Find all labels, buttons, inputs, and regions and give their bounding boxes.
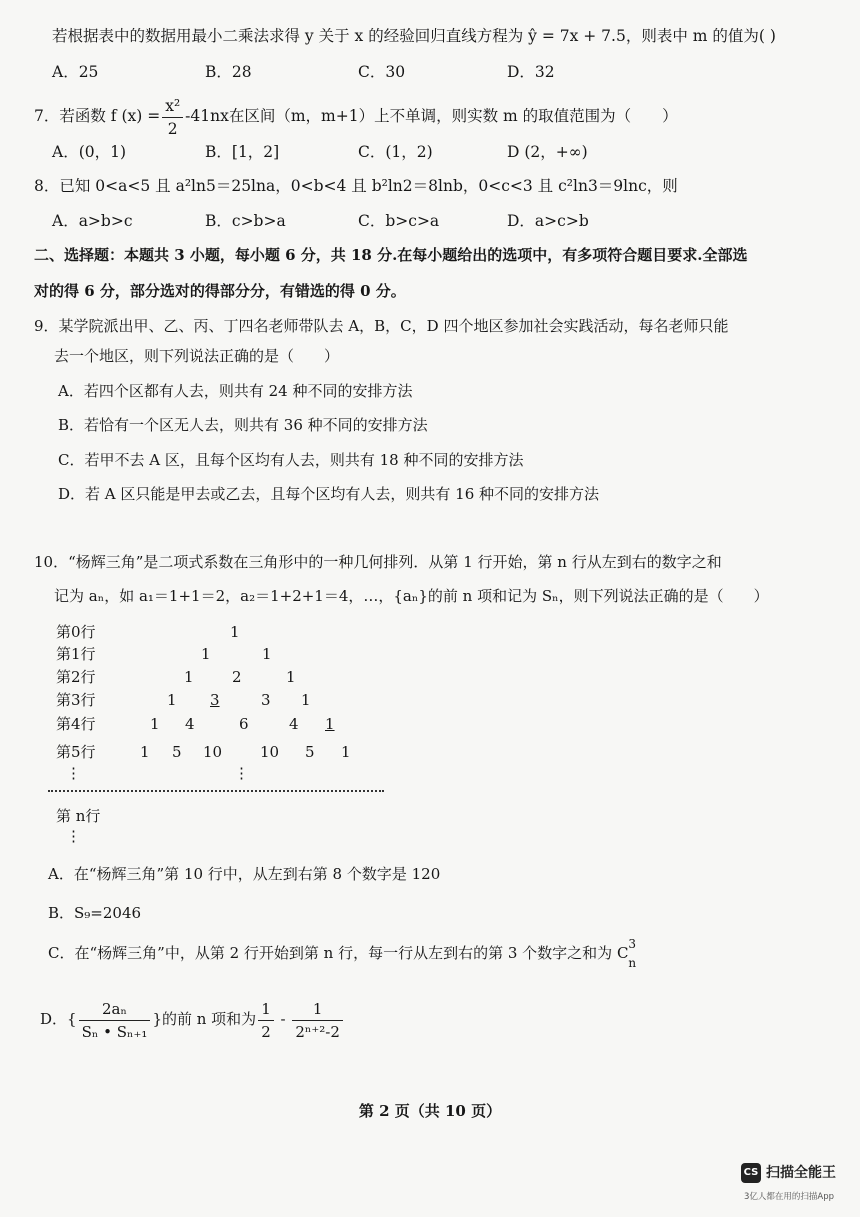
yh-r3-n3: 1: [301, 691, 311, 709]
vertical-ellipsis: ⋮: [234, 764, 249, 782]
yh-row-label-1: 第1行: [56, 645, 96, 663]
q9-option-d: D．若 A 区只能是甲去或乙去，且每个区均有人去，则共有 16 种不同的安排方法: [58, 485, 600, 503]
section2-line1: 二、选择题：本题共 3 小题，每小题 6 分，共 18 分.在每小题给出的选项中，有多项符合题目要求.全部选: [34, 246, 748, 264]
q10-d-minus: -: [275, 1010, 291, 1028]
q6-option-d: D．32: [507, 63, 555, 81]
yh-r2-n1: 2: [232, 668, 242, 686]
q10-d-half-den: 2: [261, 1022, 271, 1041]
yh-row-label-4: 第4行: [56, 715, 96, 733]
q8-option-d: D．a>c>b: [507, 212, 589, 230]
yh-r1-n0: 1: [201, 645, 211, 663]
yh-r3-n0: 1: [167, 691, 177, 709]
q10-option-c: [48, 937, 640, 970]
yh-r4-n4: 1: [325, 715, 335, 733]
q8-option-c: C．b>c>a: [358, 212, 440, 230]
section2-line2: 对的得 6 分，部分选对的得部分分，有错选的得 0 分。: [34, 282, 406, 300]
yh-r4-n3: 4: [289, 715, 299, 733]
q9-option-a: A．若四个区都有人去，则共有 24 种不同的安排方法: [58, 382, 413, 400]
q10-d-last-den: 2ⁿ⁺²-2: [295, 1022, 340, 1041]
q10-option-d-mid: }的前 n 项和为: [152, 1010, 257, 1028]
yh-r2-n2: 1: [286, 668, 296, 686]
camscanner-brand: 扫描全能王: [766, 1165, 836, 1181]
yh-row-label-5: 第5行: [56, 743, 96, 761]
q8-option-a: A．a>b>c: [52, 212, 133, 230]
yh-row-label-0: 第0行: [56, 623, 96, 641]
q10-option-c-sup: 3: [628, 937, 637, 951]
q9-option-b: B．若恰有一个区无人去，则共有 36 种不同的安排方法: [58, 416, 428, 434]
yh-row-label-2: 第2行: [56, 668, 96, 686]
q6-option-a: A．25: [52, 63, 99, 81]
q10-option-a: A．在“杨辉三角”第 10 行中，从左到右第 8 个数字是 120: [48, 865, 441, 883]
yh-r4-n2: 6: [239, 715, 249, 733]
q9-option-c: C．若甲不去 A 区，且每个区均有人去，则共有 18 种不同的安排方法: [58, 451, 524, 469]
yh-r5-n1: 5: [172, 743, 182, 761]
q10-d-half-num: 1: [258, 998, 274, 1021]
q7-option-a: A．(0，1): [52, 143, 127, 161]
q8-option-b: B．c>b>a: [205, 212, 286, 230]
vertical-ellipsis: ⋮: [66, 764, 81, 782]
yh-r5-n4: 5: [305, 743, 315, 761]
yh-r2-n0: 1: [184, 668, 194, 686]
yh-r4-n0: 1: [150, 715, 160, 733]
q10-line2: 记为 aₙ，如 a₁＝1+1＝2，a₂＝1+2+1＝4，…，{aₙ}的前 n 项和记为 Sₙ，则下列说法正确的是（ ）: [54, 587, 769, 605]
yh-r3-n2: 3: [261, 691, 271, 709]
yh-r5-n2: 10: [203, 743, 223, 761]
q7-frac-num: x²: [162, 95, 183, 118]
vertical-ellipsis: ⋮: [66, 827, 81, 845]
yh-r0-n0: 1: [230, 623, 240, 641]
yh-row-label-3: 第3行: [56, 691, 96, 709]
q10-option-c-sub: n: [628, 956, 637, 970]
q6-stem: 若根据表中的数据用最小二乘法求得 y 关于 x 的经验回归直线方程为 ŷ = 7x + 7.5，则表中 m 的值为( ): [52, 27, 776, 45]
page-footer: 第 2 页（共 10 页）: [358, 1102, 502, 1120]
q7-stem: [34, 94, 678, 140]
q10-d-den: Sₙ • Sₙ₊₁: [81, 1022, 148, 1041]
q10-option-d-prefix: D．{: [40, 1010, 77, 1028]
dotted-separator: [48, 790, 384, 792]
camscanner-logo: CS: [741, 1163, 761, 1183]
q10-d-fraction: [79, 998, 151, 1043]
q7-option-b: B．[1，2]: [205, 143, 280, 161]
q6-option-b: B．28: [205, 63, 252, 81]
q10-option-c-text: C．在“杨辉三角”中，从第 2 行开始到第 n 行，每一行从左到右的第 3 个数字之和为 C: [48, 944, 629, 962]
q7-prefix: 7．若函数 f (x) =: [34, 107, 161, 125]
q7-fraction: [162, 95, 183, 140]
q10-d-last: [292, 998, 343, 1043]
q8-stem: 8．已知 0<a<5 且 a²ln5＝25lna，0<b<4 且 b²ln2＝8lnb，0<c<3 且 c²ln3＝9lnc，则: [34, 177, 678, 195]
yh-r1-n1: 1: [262, 645, 272, 663]
q10-d-last-num: 1: [292, 998, 343, 1021]
q6-option-c: C．30: [358, 63, 406, 81]
q10-option-d: [40, 994, 345, 1044]
q7-option-c: C．(1，2): [358, 143, 433, 161]
q9-line2: 去一个地区，则下列说法正确的是（ ）: [54, 347, 340, 365]
camscanner-tagline: 3亿人都在用的扫描App: [744, 1192, 835, 1202]
yh-r5-n0: 1: [140, 743, 150, 761]
q10-line1: 10．“杨辉三角”是二项式系数在三角形中的一种几何排列．从第 1 行开始，第 n 行从左到右的数字之和: [34, 553, 722, 571]
q7-frac-den: 2: [167, 119, 178, 138]
yh-r5-n5: 1: [341, 743, 351, 761]
q7-suffix: -41nx在区间（m，m+1）上不单调，则实数 m 的取值范围为（ ）: [185, 107, 678, 125]
yh-row-label-n: 第 n行: [56, 807, 101, 825]
q10-d-half: [258, 998, 274, 1043]
yh-r3-n1: 3: [210, 691, 220, 709]
q7-option-d: D (2，+∞): [507, 143, 588, 161]
yh-r5-n3: 10: [260, 743, 280, 761]
yh-r4-n1: 4: [185, 715, 195, 733]
q10-option-b: B．S₉=2046: [48, 904, 142, 922]
q10-d-num: 2aₙ: [79, 998, 151, 1021]
q9-line1: 9．某学院派出甲、乙、丙、丁四名老师带队去 A，B，C，D 四个地区参加社会实践活动，每名老师只能: [34, 317, 729, 335]
